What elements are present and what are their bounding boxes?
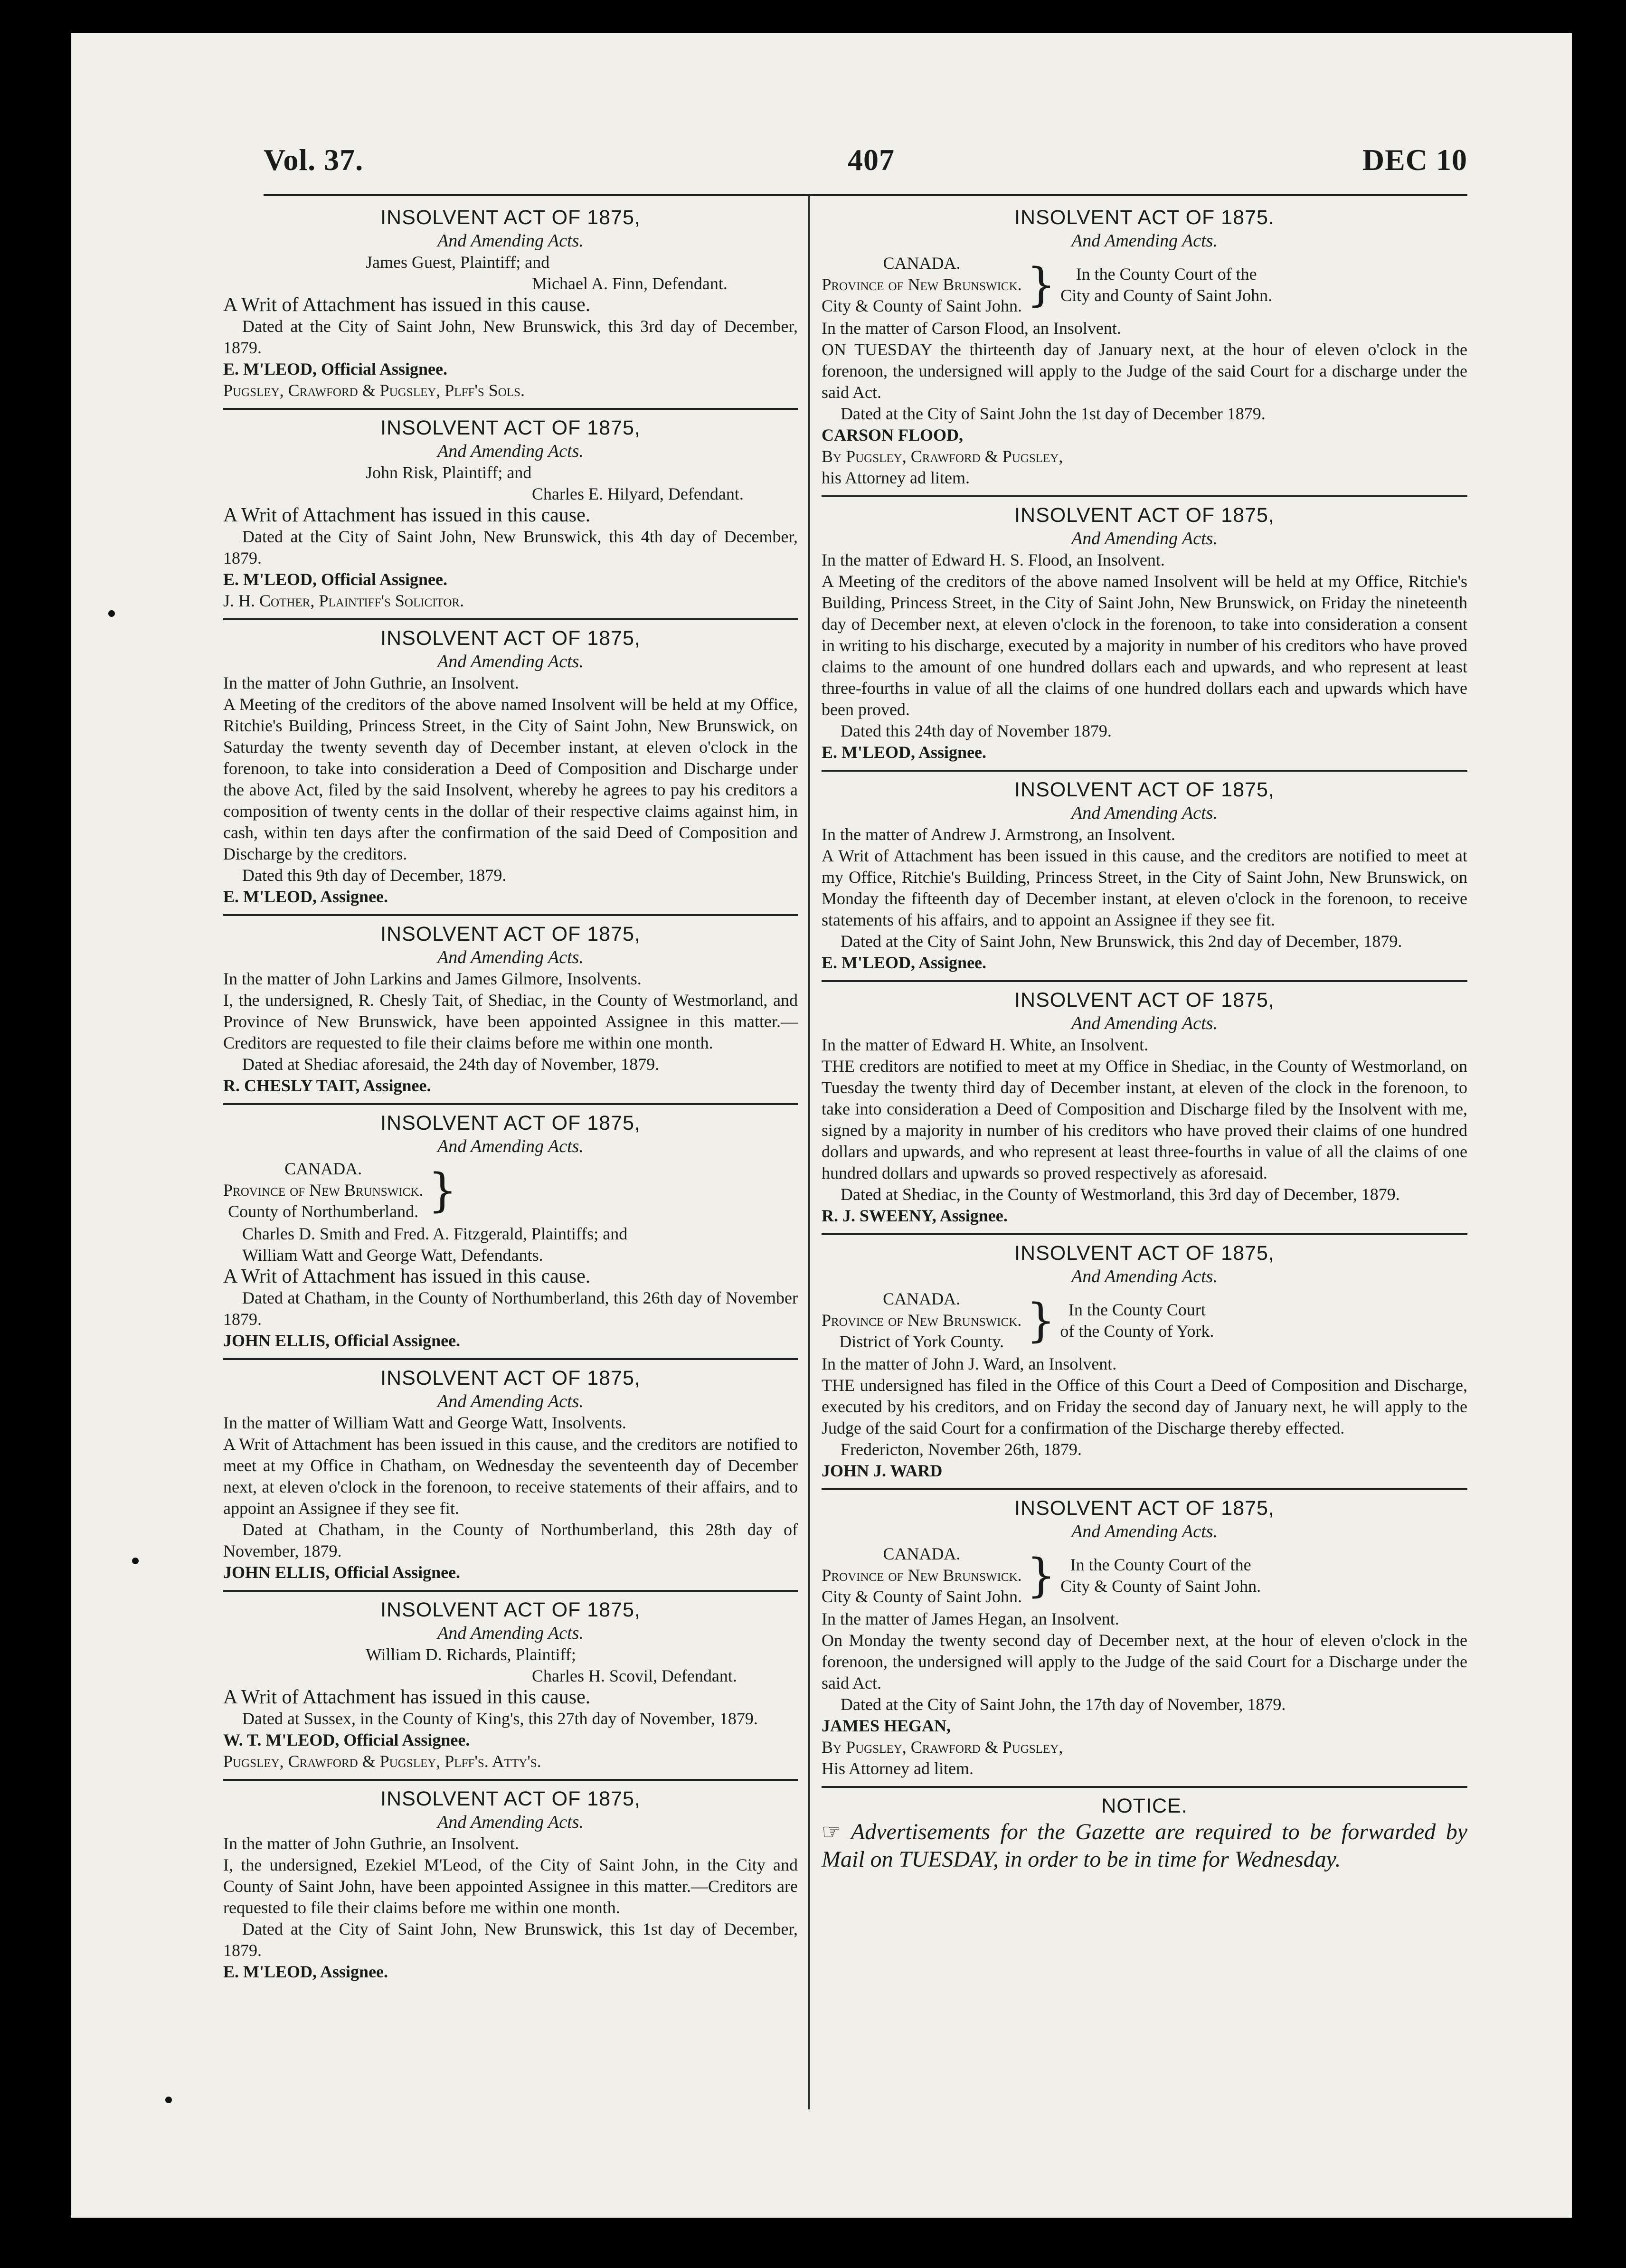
notice-subtitle: And Amending Acts. <box>1071 1266 1218 1286</box>
notice-separator <box>822 495 1467 497</box>
court-line: City & County of Saint John. <box>1060 1576 1261 1596</box>
court-line: In the County Court <box>1068 1300 1206 1319</box>
court-line: In the County Court of the <box>1070 1555 1251 1574</box>
notice-guest-finn <box>223 205 798 401</box>
notice-separator <box>223 1103 798 1105</box>
notice-subtitle: And Amending Acts. <box>437 1136 584 1156</box>
defendant-line: William Watt and George Watt, Defendants. <box>242 1246 543 1265</box>
notice-body: THE undersigned has filed in the Office of this Court a Deed of Composition and Discharge, executed by his creditors, and on Friday the second day of January next, he will apply to the Judge of the said Court for a confirmation of the Discharge thereby effected. <box>822 1376 1467 1437</box>
margin-mark <box>165 2097 172 2103</box>
notice-subtitle: And Amending Acts. <box>437 231 584 251</box>
notice-body: A Meeting of the creditors of the above named Insolvent will be held at my Office, Ritchie's Building, Princess Street, in the City of Saint John, New Brunswick, on Friday the nineteenth day of December next, at eleven o'clock in the forenoon, to take into consideration a consent in writing to his discharge, executed by a majority in number of his creditors who have proved claims to the amount of one hundred dollars each and upwards, and who represent at least three-fourths in value of all the claims of one hundred dollars each and upwards which have been proved. <box>822 572 1468 719</box>
notice-body: On Monday the twenty second day of December next, at the hour of eleven o'clock in the forenoon, the undersigned will apply to the Judge of the said Court for a Discharge under the said Act. <box>822 1631 1467 1692</box>
notice-body: A Writ of Attachment has been issued in this cause, and the creditors are notified to meet at my Office in Chatham, on Wednesday the seventeenth day of December next, at eleven o'clock in the forenoon, to receive statements of their affairs, and to appoint an Assignee if they see fit. <box>223 1435 798 1518</box>
notice-body: A Writ of Attachment has been issued in this cause, and the creditors are notified to meet at my Office, Ritchie's Building, Princess Street, in the City of Saint John, New Brunswick, on Monday the fifteenth day of December instant, at eleven o'clock in the forenoon, to receive statements of his affairs, and to appoint an Assignee if they see fit. <box>822 846 1467 929</box>
dated-line: Dated this 24th day of November 1879. <box>841 721 1112 740</box>
jurisdiction-province: Province of New Brunswick. <box>822 1566 1022 1585</box>
notice-separator <box>223 914 798 916</box>
jurisdiction-country: CANADA. <box>883 254 961 273</box>
signature: JOHN ELLIS, Official Assignee. <box>223 1563 461 1582</box>
notice-subtitle: And Amending Acts. <box>1071 1521 1218 1541</box>
notice-title: INSOLVENT ACT OF 1875, <box>1014 1242 1275 1265</box>
notice-subtitle: And Amending Acts. <box>1071 803 1218 823</box>
plaintiff-line: Charles D. Smith and Fred. A. Fitzgerald, Plaintiffs; and <box>242 1224 628 1243</box>
matter-line: In the matter of John Guthrie, an Insolvent. <box>223 1834 519 1853</box>
attorneys-line: By Pugsley, Crawford & Pugsley, <box>822 1738 1063 1757</box>
notice-body: A Meeting of the creditors of the above named Insolvent will be held at my Office, Ritchie's Building, Princess Street, in the City of Saint John, New Brunswick, on Saturday the twenty seventh day of December instant, at eleven o'clock in the forenoon, to take into consideration a Deed of Composition and Discharge under the above Act, filed by the said Insolvent, whereby he agrees to pay his creditors a composition of twenty cents in the dollar of their respective claims against him, in cash, within ten days after the confirmation of the said Deed of Composition and Discharge by the creditors. <box>223 695 798 863</box>
dated-line: Dated at Chatham, in the County of Northumberland, this 26th day of November 1879. <box>223 1288 798 1329</box>
notice-subtitle: And Amending Acts. <box>437 947 584 967</box>
plaintiff-line: John Risk, Plaintiff; and <box>366 463 532 482</box>
notice-smith-fitzgerald <box>223 1111 798 1351</box>
notice-separator <box>822 1786 1467 1788</box>
notice-title: INSOLVENT ACT OF 1875, <box>380 1367 641 1389</box>
dated-line: Dated at the City of Saint John, New Brunswick, this 3rd day of December, 1879. <box>223 317 798 357</box>
plaintiff-line: William D. Richards, Plaintiff; <box>366 1645 576 1664</box>
matter-line: In the matter of John Larkins and James Gilmore, Insolvents. <box>223 969 642 988</box>
notice-subtitle: And Amending Acts. <box>1071 1013 1218 1033</box>
jurisdiction-block <box>223 1158 798 1222</box>
notice-edward-flood <box>822 503 1467 763</box>
matter-line: In the matter of Edward H. S. Flood, an Insolvent. <box>822 550 1165 569</box>
signature: W. T. M'LEOD, Official Assignee. <box>223 1730 470 1749</box>
notice-body: I, the undersigned, R. Chesly Tait, of Shediac, in the County of Westmorland, and Province of New Brunswick, have been appointed Assignee in this matter.—Creditors are requested to file their claims before me within one month. <box>223 991 798 1052</box>
notice-subtitle: And Amending Acts. <box>437 1623 584 1643</box>
writ-line: A Writ of Attachment has issued in this cause. <box>223 504 591 526</box>
notice-separator <box>223 618 798 620</box>
jurisdiction-country: CANADA. <box>883 1544 961 1563</box>
signature: E. M'LEOD, Assignee. <box>822 743 987 762</box>
notice-title: INSOLVENT ACT OF 1875, <box>380 627 641 650</box>
dated-line: Dated at the City of Saint John the 1st day of December 1879. <box>841 404 1266 423</box>
jurisdiction-province: Province of New Brunswick. <box>822 275 1022 294</box>
notice-title: INSOLVENT ACT OF 1875, <box>1014 504 1275 527</box>
signature: JOHN J. WARD <box>822 1461 943 1480</box>
matter-line: In the matter of Edward H. White, an Insolvent. <box>822 1035 1149 1054</box>
notice-body: THE creditors are notified to meet at my Office in Shediac, in the County of Westmorland, on Tuesday the twenty third day of December instant, at eleven of the clock in the forenoon, to take into consideration a Deed of Composition and Discharge filed by the Insolvent with me, signed by a majority in number of his creditors who have proved their claims of one hundred dollars and upwards, and who represent at least three-fourths in value of all the claims of one hundred dollars and upwards so proved respectively as aforesaid. <box>822 1057 1467 1182</box>
notice-title: INSOLVENT ACT OF 1875, <box>380 1112 641 1134</box>
jurisdiction-country: CANADA. <box>284 1159 362 1178</box>
pointing-hand-icon: ☞ <box>822 1820 841 1844</box>
court-line: of the County of York. <box>1060 1321 1214 1341</box>
jurisdiction-lines <box>822 1543 1022 1607</box>
left-column <box>223 199 798 1983</box>
notice-title: INSOLVENT ACT OF 1875, <box>1014 1497 1275 1520</box>
notice-ward <box>822 1241 1467 1482</box>
right-column <box>822 199 1467 1873</box>
signature: R. CHESLY TAIT, Assignee. <box>223 1076 431 1095</box>
writ-line: A Writ of Attachment has issued in this cause. <box>223 1266 591 1287</box>
matter-line: In the matter of Andrew J. Armstrong, an Insolvent. <box>822 825 1175 844</box>
volume-number: Vol. 37. <box>264 143 364 177</box>
issue-date: DEC 10 <box>1362 143 1467 177</box>
notice-armstrong <box>822 777 1467 973</box>
brace-glyph: } <box>428 1163 457 1217</box>
notice-title: INSOLVENT ACT OF 1875, <box>380 1787 641 1810</box>
matter-line: In the matter of John J. Ward, an Insolvent. <box>822 1354 1117 1373</box>
footer-notice-title: NOTICE. <box>1101 1795 1188 1817</box>
notice-subtitle: And Amending Acts. <box>437 441 584 461</box>
page-header <box>264 128 1467 185</box>
signature: JOHN ELLIS, Official Assignee. <box>223 1331 461 1350</box>
notice-title: INSOLVENT ACT OF 1875, <box>380 923 641 945</box>
court-line: In the County Court of the <box>1076 264 1257 284</box>
notice-title: INSOLVENT ACT OF 1875, <box>380 206 641 229</box>
notice-subtitle: And Amending Acts. <box>437 1391 584 1411</box>
notice-separator <box>223 1779 798 1781</box>
court-line: City and County of Saint John. <box>1060 285 1273 305</box>
signature: E. M'LEOD, Assignee. <box>223 887 388 906</box>
solicitor-line: J. H. Cother, Plaintiff's Solicitor. <box>223 591 464 610</box>
notice-title: INSOLVENT ACT OF 1875. <box>1014 206 1275 229</box>
dated-line: Dated at Shediac, in the County of Westmorland, this 3rd day of December, 1879. <box>841 1185 1400 1204</box>
signature: E. M'LEOD, Assignee. <box>223 1962 388 1981</box>
matter-line: In the matter of James Hegan, an Insolvent. <box>822 1609 1119 1628</box>
writ-line: A Writ of Attachment has issued in this cause. <box>223 294 591 316</box>
dated-line: Dated at Chatham, in the County of Northumberland, this 28th day of November, 1879. <box>223 1520 798 1560</box>
defendant-line: Charles H. Scovil, Defendant. <box>532 1666 737 1685</box>
jurisdiction-district: District of York County. <box>839 1332 1004 1351</box>
notice-body: I, the undersigned, Ezekiel M'Leod, of the City of Saint John, in the City and County of Saint John, have been appointed Assignee in this matter.—Creditors are requested to file their claims before me within one month. <box>223 1855 798 1917</box>
notice-guthrie-meeting <box>223 626 798 907</box>
notice-separator <box>223 408 798 410</box>
notice-body: ON TUESDAY the thirteenth day of January next, at the hour of eleven o'clock in the forenoon, the undersigned will apply to the Judge of the said Court for a discharge under the said Act. <box>822 340 1467 402</box>
jurisdiction-county: County of Northumberland. <box>228 1202 419 1221</box>
signature: E. M'LEOD, Official Assignee. <box>223 570 447 589</box>
court-lines <box>1060 264 1272 306</box>
jurisdiction-lines <box>223 1158 423 1222</box>
header-rule <box>264 194 1467 196</box>
notice-hegan <box>822 1496 1467 1779</box>
dated-line: Dated this 9th day of December, 1879. <box>242 866 507 885</box>
notice-subtitle: And Amending Acts. <box>1071 529 1218 548</box>
attorney-role: his Attorney ad litem. <box>822 468 970 487</box>
signature: JAMES HEGAN, <box>822 1716 951 1735</box>
brace-glyph: } <box>1026 1294 1056 1347</box>
signature: R. J. SWEENY, Assignee. <box>822 1206 1008 1225</box>
notice-subtitle: And Amending Acts. <box>437 1812 584 1832</box>
footer-notice-body: Advertisements for the Gazette are required to be forwarded by Mail on TUESDAY, in order to be in time for Wednesday. <box>822 1819 1468 1872</box>
dated-line: Dated at the City of Saint John, New Brunswick, this 4th day of December, 1879. <box>223 527 798 567</box>
notice-title: INSOLVENT ACT OF 1875, <box>1014 778 1275 801</box>
plaintiff-line: James Guest, Plaintiff; and <box>366 253 550 272</box>
jurisdiction-province: Province of New Brunswick. <box>223 1181 424 1200</box>
dated-line: Dated at the City of Saint John, the 17th day of November, 1879. <box>841 1695 1286 1714</box>
notice-separator <box>223 1590 798 1592</box>
jurisdiction-lines <box>822 253 1022 317</box>
attorneys-line: Pugsley, Crawford & Pugsley, Plff's. Atty's. <box>223 1752 541 1771</box>
notice-separator <box>822 1488 1467 1490</box>
notice-subtitle: And Amending Acts. <box>437 652 584 671</box>
notice-subtitle: And Amending Acts. <box>1071 231 1218 251</box>
jurisdiction-block <box>822 1543 1467 1607</box>
notice-risk-hilyard <box>223 416 798 612</box>
matter-line: In the matter of John Guthrie, an Insolvent. <box>223 673 519 692</box>
notice-richards-scovil <box>223 1597 798 1772</box>
dated-line: Dated at Shediac aforesaid, the 24th day of November, 1879. <box>242 1055 660 1074</box>
notice-title: INSOLVENT ACT OF 1875, <box>1014 989 1275 1011</box>
notice-larkins-gilmore <box>223 922 798 1096</box>
jurisdiction-block <box>822 253 1467 317</box>
margin-mark <box>108 610 115 617</box>
attorneys-line: By Pugsley, Crawford & Pugsley, <box>822 447 1063 466</box>
notice-watt-insolvents <box>223 1366 798 1583</box>
matter-line: In the matter of William Watt and George Watt, Insolvents. <box>223 1413 626 1432</box>
notice-separator <box>822 1233 1467 1235</box>
brace-glyph: } <box>1027 1549 1056 1602</box>
defendant-line: Charles E. Hilyard, Defendant. <box>532 484 744 503</box>
defendant-line: Michael A. Finn, Defendant. <box>532 274 728 293</box>
column-divider <box>808 196 810 2109</box>
matter-line: In the matter of Carson Flood, an Insolvent. <box>822 319 1121 338</box>
gazette-page <box>71 33 1572 2218</box>
notice-title: INSOLVENT ACT OF 1875, <box>380 416 641 439</box>
signature: E. M'LEOD, Assignee. <box>822 953 987 972</box>
dated-line: Dated at the City of Saint John, New Brunswick, this 1st day of December, 1879. <box>223 1919 798 1960</box>
brace-glyph: } <box>1027 258 1056 312</box>
margin-mark <box>132 1558 139 1564</box>
notice-carson-flood <box>822 205 1467 489</box>
court-lines <box>1060 1554 1261 1597</box>
jurisdiction-lines <box>822 1288 1021 1352</box>
court-lines <box>1060 1299 1214 1342</box>
footer-notice-text <box>822 1818 1467 1873</box>
notice-white <box>822 988 1467 1227</box>
jurisdiction-city: City & County of Saint John. <box>822 1587 1022 1606</box>
dated-line: Fredericton, November 26th, 1879. <box>841 1440 1082 1459</box>
notice-guthrie-assignee <box>223 1786 798 1983</box>
notice-separator <box>822 980 1467 982</box>
jurisdiction-province: Province of New Brunswick. <box>822 1311 1022 1330</box>
dated-line: Dated at the City of Saint John, New Brunswick, this 2nd day of December, 1879. <box>841 932 1402 951</box>
jurisdiction-city: City & County of Saint John. <box>822 296 1022 315</box>
notice-separator <box>822 770 1467 772</box>
notice-separator <box>223 1358 798 1360</box>
dated-line: Dated at Sussex, in the County of King's, this 27th day of November, 1879. <box>242 1709 758 1728</box>
writ-line: A Writ of Attachment has issued in this cause. <box>223 1686 591 1708</box>
notice-title: INSOLVENT ACT OF 1875, <box>380 1598 641 1621</box>
signature: E. M'LEOD, Official Assignee. <box>223 359 447 378</box>
signature: CARSON FLOOD, <box>822 425 964 444</box>
footer-notice <box>822 1794 1467 1873</box>
jurisdiction-country: CANADA. <box>883 1289 961 1308</box>
jurisdiction-block <box>822 1288 1467 1352</box>
attorney-role: His Attorney ad litem. <box>822 1759 974 1778</box>
solicitors-line: Pugsley, Crawford & Pugsley, Plff's Sols. <box>223 381 525 400</box>
page-number: 407 <box>848 143 895 177</box>
